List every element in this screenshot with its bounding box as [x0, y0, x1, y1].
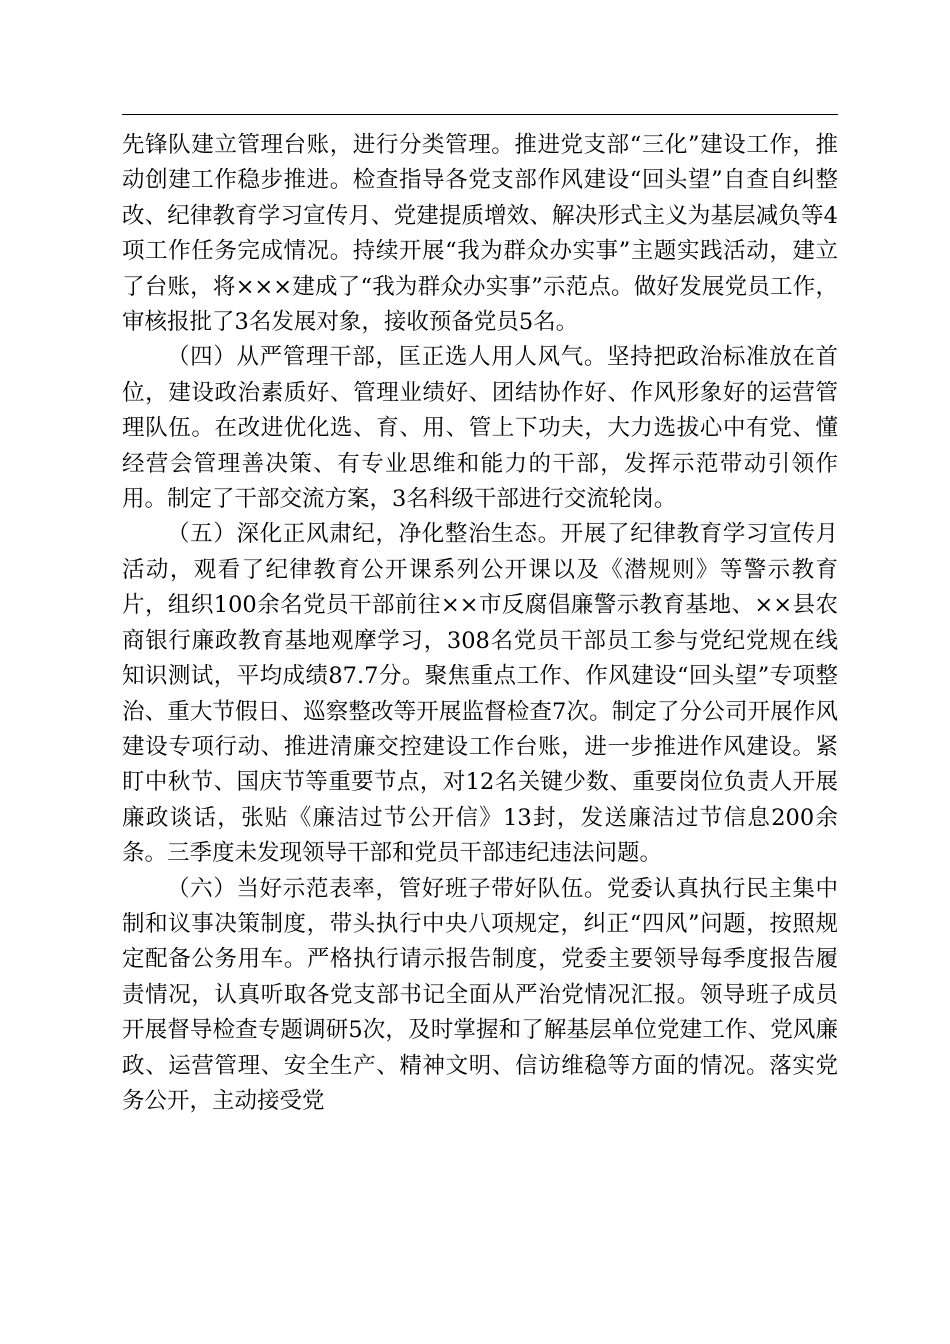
paragraph-section-4: （四）从严管理干部，匡正选人用人风气。坚持把政治标准放在首位，建设政治素质好、管理业绩好、团结协作好、作风形象好的运营管理队伍。在改进优化选、育、用、管上下功夫，大力选拔心中有党、懂经营会管理善决策、有专业思维和能力的干部，发挥示范带动引领作用。制定了干部交流方案，3名科级干部进行交流轮岗。 [122, 344, 838, 513]
body-text [122, 128, 838, 1119]
paragraph-continuation: 先锋队建立管理台账，进行分类管理。推进党支部“三化”建设工作，推动创建工作稳步推进。检查指导各党支部作风建设“回头望”自查自纠整改、纪律教育学习宣传月、党建提质增效、解决形式主义为基层减负等4项工作任务完成情况。持续开展“我为群众办实事”主题实践活动，建立了台账，将×××建成了“我为群众办实事”示范点。做好发展党员工作，审核报批了3名发展对象，接收预备党员5名。 [122, 132, 838, 336]
paragraph-section-6: （六）当好示范表率，管好班子带好队伍。党委认真执行民主集中制和议事决策制度，带头执行中央八项规定，纠正“四风”问题，按照规定配备公务用车。严格执行请示报告制度，党委主要领导每季度报告履责情况，认真听取各党支部书记全面从严治党情况汇报。领导班子成员开展督导检查专题调研5次，及时掌握和了解基层单位党建工作、党风廉政、运营管理、安全生产、精神文明、信访维稳等方面的情况。落实党务公开，主动接受党 [122, 875, 838, 1114]
paragraph-section-5: （五）深化正风肃纪，净化整治生态。开展了纪律教育学习宣传月活动，观看了纪律教育公开课系列公开课以及《潜规则》等警示教育片，组织100余名党员干部前往××市反腐倡廉警示教育基地、××县农商银行廉政教育基地观摩学习，308名党员干部员工参与党纪党规在线知识测试，平均成绩87.7分。聚焦重点工作、作风建设“回头望”专项整治、重大节假日、巡察整改等开展监督检查7次。制定了分公司开展作风建设专项行动、推进清廉交控建设工作台账，进一步推进作风建设。紧盯中秋节、国庆节等重要节点，对12名关键少数、重要岗位负责人开展廉政谈话，张贴《廉洁过节公开信》13封，发送廉洁过节信息200余条。三季度未发现领导干部和党员干部违纪违法问题。 [122, 521, 838, 867]
header-rule [122, 114, 838, 115]
